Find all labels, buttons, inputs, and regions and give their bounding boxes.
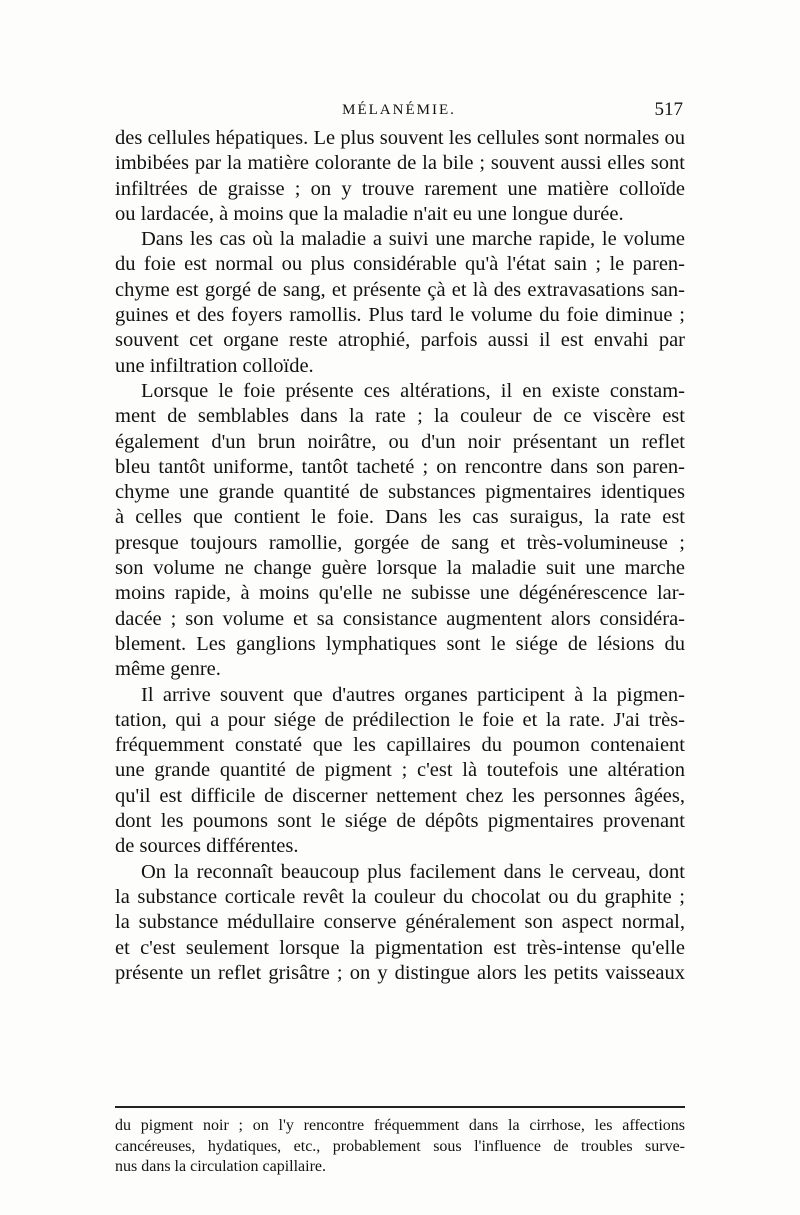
text-line: présente un reflet grisâtre ; on y distingue alors les petits vaisseaux bbox=[115, 961, 685, 984]
text-line: moins rapide, à moins qu'elle ne subisse une dégénérescence lar- bbox=[115, 582, 685, 605]
text-line: bleu tantôt uniforme, tantôt tacheté ; on rencontre dans son paren- bbox=[115, 455, 685, 478]
footnote-line: du pigment noir ; on l'y rencontre fréquemment dans la cirrhose, les affections bbox=[115, 1117, 685, 1134]
text-line: chyme une grande quantité de substances pigmentaires identiques bbox=[115, 481, 685, 504]
text-line: dacée ; son volume et sa consistance augmentent alors considéra- bbox=[115, 607, 685, 630]
text-line: la substance corticale revêt la couleur du chocolat ou du graphite ; bbox=[115, 885, 685, 908]
text-line: Lorsque le foie présente ces altérations, il en existe constam- bbox=[141, 379, 685, 402]
text-line: presque toujours ramollie, gorgée de sang et très-volumineuse ; bbox=[115, 531, 685, 554]
text-line: à celles que contient le foie. Dans les cas suraigus, la rate est bbox=[115, 506, 685, 529]
page-number: 517 bbox=[654, 99, 683, 120]
text-line: une grande quantité de pigment ; c'est là toutefois une altération bbox=[115, 759, 685, 782]
text-line: imbibées par la matière colorante de la bile ; souvent aussi elles sont bbox=[115, 152, 685, 175]
text-line: du foie est normal ou plus considérable qu'à l'état sain ; le paren- bbox=[115, 253, 685, 276]
page-header bbox=[115, 97, 683, 123]
footnote-line: cancéreuses, hydatiques, etc., probablement sous l'influence de troubles surve- bbox=[115, 1137, 685, 1155]
text-line: de sources différentes. bbox=[115, 835, 299, 858]
text-line: Il arrive souvent que d'autres organes participent à la pigmen- bbox=[141, 683, 685, 706]
text-line: ou lardacée, à moins que la maladie n'ait eu une longue durée. bbox=[115, 202, 624, 225]
text-line: infiltrées de graisse ; on y trouve rarement une matière colloïde bbox=[115, 177, 685, 200]
text-line: dont les poumons sont le siége de dépôts pigmentaires provenant bbox=[115, 810, 685, 833]
text-line: des cellules hépatiques. Le plus souvent les cellules sont normales ou bbox=[115, 127, 685, 149]
text-line: guines et des foyers ramollis. Plus tard le volume du foie diminue ; bbox=[115, 304, 685, 327]
text-line: tation, qui a pour siége de prédilection le foie et la rate. J'ai très- bbox=[115, 708, 685, 731]
text-line: une infiltration colloïde. bbox=[115, 354, 314, 377]
text-line: également d'un brun noirâtre, ou d'un noir présentant un reflet bbox=[115, 430, 685, 453]
running-head: MÉLANÉMIE. bbox=[342, 102, 456, 118]
text-line: et c'est seulement lorsque la pigmentation est très-intense qu'elle bbox=[115, 936, 685, 959]
footnote-rule bbox=[115, 1106, 685, 1108]
text-line: même genre. bbox=[115, 658, 221, 681]
text-line: qu'il est difficile de discerner nettement chez les personnes âgées, bbox=[115, 784, 685, 807]
text-line: fréquemment constaté que les capillaires du poumon contenaient bbox=[115, 734, 685, 757]
footnote bbox=[115, 1116, 685, 1178]
text-line: la substance médullaire conserve généralement son aspect normal, bbox=[115, 911, 685, 934]
body-text bbox=[115, 126, 685, 986]
text-line: Dans les cas où la maladie a suivi une marche rapide, le volume bbox=[141, 228, 685, 251]
text-line: souvent cet organe reste atrophié, parfois aussi il est envahi par bbox=[115, 329, 685, 352]
text-line: ment de semblables dans la rate ; la couleur de ce viscère est bbox=[115, 405, 685, 428]
text-line: blement. Les ganglions lymphatiques sont le siége de lésions du bbox=[115, 632, 685, 655]
text-line: On la reconnaît beaucoup plus facilement dans le cerveau, dont bbox=[141, 860, 685, 883]
text-line: son volume ne change guère lorsque la maladie suit une marche bbox=[115, 557, 685, 580]
text-line: chyme est gorgé de sang, et présente çà et là des extravasations san- bbox=[115, 278, 685, 301]
footnote-line: nus dans la circulation capillaire. bbox=[115, 1158, 327, 1175]
